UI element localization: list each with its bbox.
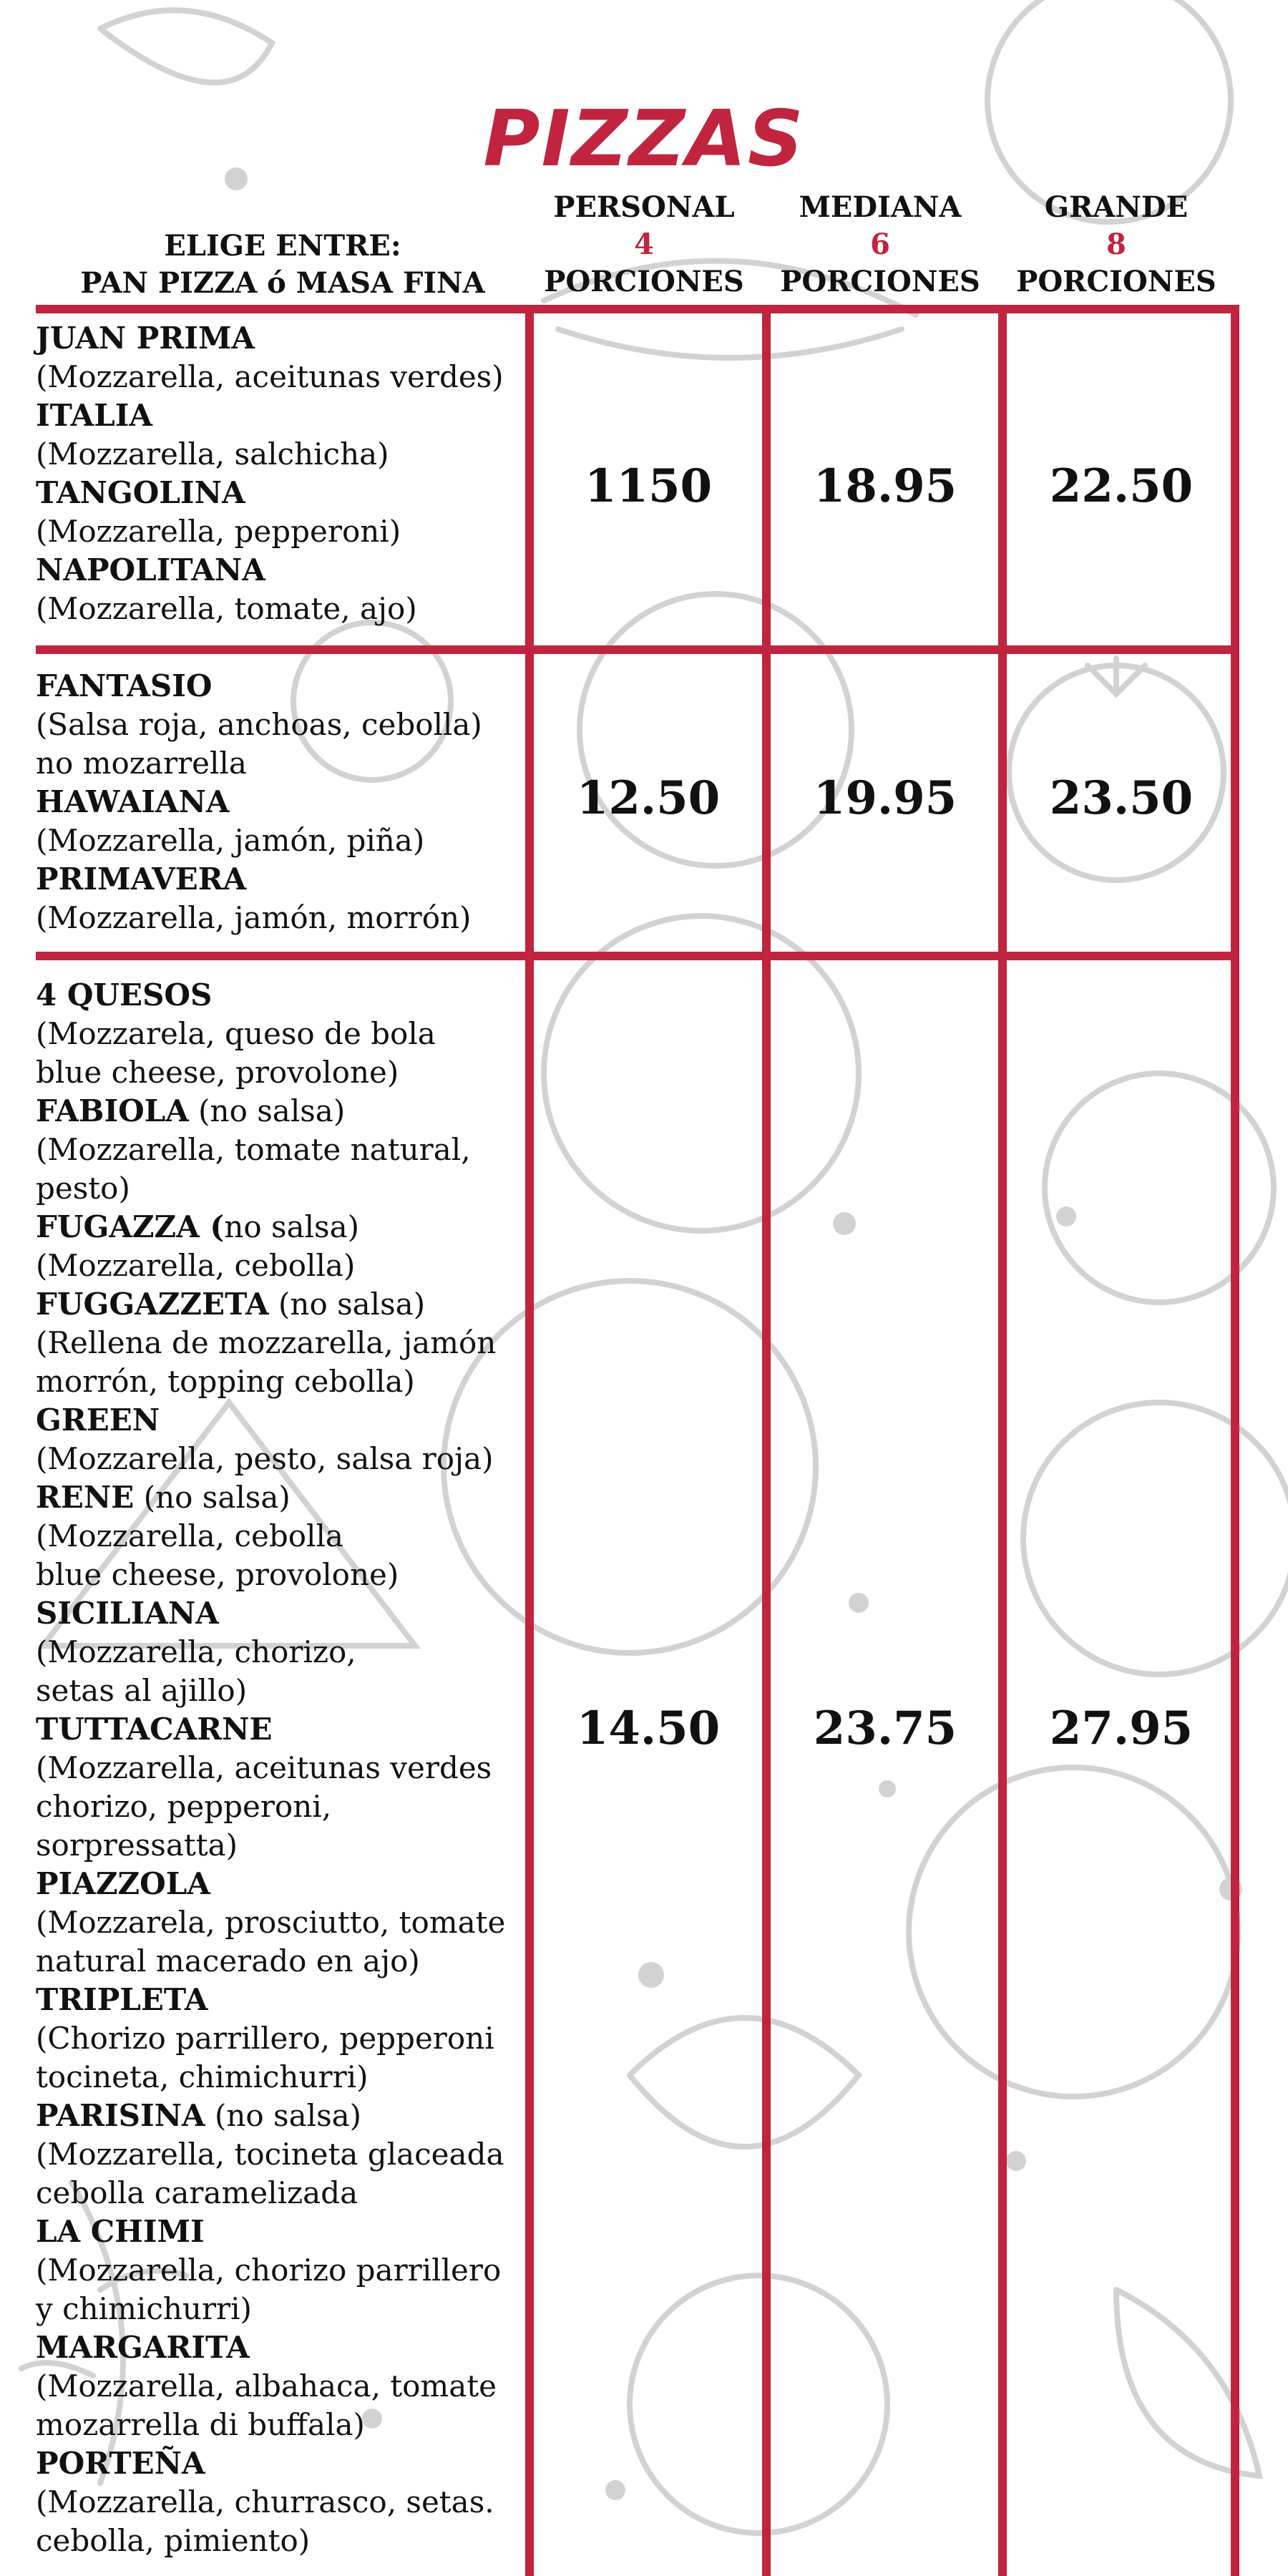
pizza-name: PARISINA bbox=[36, 2098, 205, 2133]
list-item bbox=[36, 2212, 530, 2328]
pizza-name: RENE bbox=[36, 1480, 135, 1515]
list-item bbox=[36, 474, 530, 551]
list-item bbox=[36, 860, 530, 937]
pizza-name: PORTEÑA bbox=[36, 2446, 205, 2481]
pizza-ingredients: (Mozzarela, prosciutto, tomate natural macerado en ajo) bbox=[36, 1905, 506, 1979]
list-item bbox=[36, 2444, 530, 2560]
list-item bbox=[36, 1285, 530, 1401]
pizza-ingredients: (Mozzarella, albahaca, tomate mozarrella di buffala) bbox=[36, 2368, 497, 2442]
pizza-ingredients: (Mozzarella, cebolla) bbox=[36, 1248, 356, 1283]
price-grande: 22.50 bbox=[1049, 459, 1194, 513]
pizza-ingredients: (Salsa roja, anchoas, cebolla) no mozarrella bbox=[36, 707, 482, 781]
pizza-ingredients: (Mozzarella, tomate natural, pesto) bbox=[36, 1132, 471, 1206]
size-header-mediana bbox=[766, 189, 995, 301]
size-name: PERSONAL bbox=[553, 190, 735, 224]
size-name: MEDIANA bbox=[799, 190, 962, 224]
table-top-rule bbox=[36, 305, 1239, 313]
pizza-name: ITALIA bbox=[36, 398, 152, 433]
pizza-name: LA CHIMI bbox=[36, 2214, 205, 2249]
size-count: 4 bbox=[634, 228, 654, 261]
size-unit: PORCIONES bbox=[544, 265, 744, 298]
pizza-name: GREEN bbox=[36, 1402, 160, 1438]
list-item bbox=[36, 396, 530, 474]
size-unit: PORCIONES bbox=[1016, 265, 1216, 298]
list-item bbox=[36, 1208, 530, 1285]
pizza-note: (no salsa) bbox=[214, 2098, 362, 2133]
pizza-note: (no salsa) bbox=[278, 1287, 426, 1322]
list-item bbox=[36, 1981, 530, 2097]
pizza-ingredients: (Mozzarella, churrasco, setas. cebolla, pimiento) bbox=[36, 2484, 494, 2558]
pizza-name: FUGGAZZETA bbox=[36, 1287, 269, 1322]
list-item bbox=[36, 319, 530, 396]
column-divider bbox=[1231, 305, 1239, 2576]
pizza-name: NAPOLITANA bbox=[36, 552, 265, 587]
row-divider bbox=[36, 645, 1239, 654]
pizza-ingredients: (Mozzarella, tocineta glaceada cebolla caramelizada bbox=[36, 2137, 504, 2210]
pizza-ingredients: (Mozzarella, chorizo, setas al ajillo) bbox=[36, 1634, 356, 1708]
pizza-ingredients: (Mozzarella, jamón, morrón) bbox=[36, 900, 472, 935]
size-header-grande bbox=[1002, 189, 1231, 301]
pizza-note: (no salsa) bbox=[198, 1093, 346, 1128]
pizza-name: PIAZZOLA bbox=[36, 1866, 210, 1901]
menu-title: PIZZAS bbox=[483, 94, 805, 184]
pizza-name: TUTTACARNE bbox=[36, 1712, 273, 1747]
list-item bbox=[36, 783, 530, 860]
pizza-note: (no salsa) bbox=[143, 1480, 291, 1515]
pizza-ingredients: (Chorizo parrillero, pepperoni tocineta, chimichurri) bbox=[36, 2021, 494, 2094]
pizza-name: TANGOLINA bbox=[36, 475, 245, 510]
pizza-ingredients: (Mozzarella, cebolla blue cheese, provolone) bbox=[36, 1518, 399, 1592]
pizza-name: SICILIANA bbox=[36, 1596, 219, 1631]
list-item bbox=[36, 667, 530, 783]
row-divider bbox=[36, 952, 1239, 960]
pizza-name: TRIPLETA bbox=[36, 1982, 208, 2017]
column-divider bbox=[998, 305, 1007, 2576]
crust-choice-line2: PAN PIZZA ó MASA FINA bbox=[80, 266, 485, 300]
pizza-ingredients: (Mozzarella, chorizo parrillero y chimichurri) bbox=[36, 2253, 502, 2326]
size-name: GRANDE bbox=[1044, 190, 1189, 224]
pizza-name: HAWAIANA bbox=[36, 784, 230, 819]
price-mediana: 23.75 bbox=[813, 1702, 957, 1755]
pizza-name: 4 QUESOS bbox=[36, 977, 213, 1013]
pizza-name: FUGAZZA ( bbox=[36, 1209, 225, 1244]
pizza-group-2 bbox=[36, 667, 530, 937]
list-item bbox=[36, 1401, 530, 1478]
price-mediana: 18.95 bbox=[813, 459, 957, 513]
pizza-name: FANTASIO bbox=[36, 668, 213, 703]
list-item bbox=[36, 2328, 530, 2444]
pizza-name: FABIOLA bbox=[36, 1093, 189, 1128]
size-count: 6 bbox=[870, 228, 890, 261]
pizza-note: no salsa) bbox=[224, 1209, 360, 1244]
size-unit: PORCIONES bbox=[780, 265, 980, 298]
price-personal: 1150 bbox=[584, 459, 713, 513]
list-item bbox=[36, 1594, 530, 1710]
list-item bbox=[36, 1865, 530, 1981]
list-item bbox=[36, 1092, 530, 1208]
pizza-ingredients: (Mozzarella, salchicha) bbox=[36, 436, 389, 472]
pizza-group-3 bbox=[36, 976, 530, 2560]
list-item bbox=[36, 1710, 530, 1865]
pizza-ingredients: (Mozzarella, pepperoni) bbox=[36, 514, 401, 549]
pizza-ingredients: (Mozzarela, queso de bola blue cheese, provolone) bbox=[36, 1016, 436, 1090]
pizza-name: MARGARITA bbox=[36, 2330, 250, 2365]
pizza-ingredients: (Rellena de mozzarella, jamón morrón, topping cebolla) bbox=[36, 1325, 497, 1399]
crust-choice-line1: ELIGE ENTRE: bbox=[164, 229, 401, 263]
pizza-ingredients: (Mozzarella, tomate, ajo) bbox=[36, 591, 417, 626]
price-grande: 27.95 bbox=[1049, 1702, 1194, 1755]
size-count: 8 bbox=[1106, 228, 1126, 261]
column-divider bbox=[762, 305, 771, 2576]
pizza-ingredients: (Mozzarella, pesto, salsa roja) bbox=[36, 1441, 494, 1476]
pizza-ingredients: (Mozzarella, aceitunas verdes) bbox=[36, 359, 504, 394]
pizza-name: JUAN PRIMA bbox=[36, 321, 255, 356]
pizza-ingredients: (Mozzarella, jamón, piña) bbox=[36, 823, 425, 858]
pizza-name: PRIMAVERA bbox=[36, 862, 247, 897]
price-personal: 14.50 bbox=[576, 1702, 721, 1755]
pizza-group-1 bbox=[36, 319, 530, 628]
list-item bbox=[36, 2097, 530, 2212]
price-grande: 23.50 bbox=[1049, 771, 1194, 825]
size-header-personal bbox=[530, 189, 758, 301]
list-item bbox=[36, 1478, 530, 1594]
list-item bbox=[36, 551, 530, 628]
price-mediana: 19.95 bbox=[813, 771, 957, 825]
pizza-ingredients: (Mozzarella, aceitunas verdes chorizo, pepperoni, sorpressatta) bbox=[36, 1750, 492, 1863]
crust-choice-header bbox=[36, 228, 530, 302]
list-item bbox=[36, 976, 530, 1092]
price-personal: 12.50 bbox=[576, 771, 721, 825]
